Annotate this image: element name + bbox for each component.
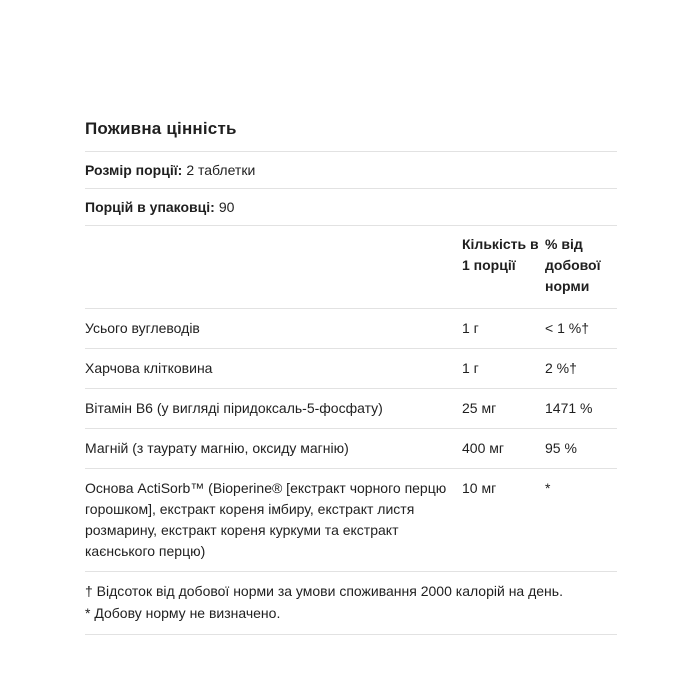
header-spacer bbox=[85, 234, 462, 297]
nutrient-name: Харчова клітковина bbox=[85, 360, 213, 376]
nutrient-dv: * bbox=[545, 480, 551, 496]
panel-title: Поживна цінність bbox=[85, 119, 237, 138]
nutrient-amount: 25 мг bbox=[462, 400, 497, 416]
panel-title-row bbox=[85, 110, 617, 152]
table-row bbox=[85, 429, 617, 469]
nutrient-dv: 95 % bbox=[545, 440, 577, 456]
nutrient-amount: 10 мг bbox=[462, 480, 497, 496]
nutrient-amount: 400 мг bbox=[462, 440, 504, 456]
table-row bbox=[85, 469, 617, 572]
servings-per-container-row bbox=[85, 189, 617, 226]
table-row bbox=[85, 309, 617, 349]
nutrient-name: Магній (з таурату магнію, оксиду магнію) bbox=[85, 440, 349, 456]
nutrition-facts-panel bbox=[85, 110, 617, 635]
nutrient-dv: 2 %† bbox=[545, 360, 577, 376]
footnote-daily-value: † Відсоток від добової норми за умови споживання 2000 калорій на день. bbox=[85, 583, 563, 599]
table-row bbox=[85, 389, 617, 429]
table-header-row bbox=[85, 226, 617, 309]
servings-per-container-value: 90 bbox=[218, 199, 235, 215]
nutrient-amount: 1 г bbox=[462, 360, 479, 376]
nutrient-name: Основа ActiSorb™ (Bioperine® [екстракт чорного перцю горошком], екстракт кореня імбиру, екстракт листя розмарину, екстракт кореня куркуми та екстракт каєнського перцю) bbox=[85, 480, 447, 559]
dv-column-header: % від добової норми bbox=[545, 236, 601, 294]
nutrient-name: Вітамін B6 (у вигляді піридоксаль-5-фосфату) bbox=[85, 400, 383, 416]
servings-per-container-label: Порцій в упаковці: bbox=[85, 199, 215, 215]
nutrient-amount: 1 г bbox=[462, 320, 479, 336]
footnotes bbox=[85, 572, 617, 635]
footnote-dv-not-established: * Добову норму не визначено. bbox=[85, 605, 281, 621]
nutrient-dv: 1471 % bbox=[545, 400, 593, 416]
serving-size-label: Розмір порції: bbox=[85, 162, 183, 178]
nutrient-dv: < 1 %† bbox=[545, 320, 589, 336]
serving-size-row bbox=[85, 152, 617, 189]
nutrient-name: Усього вуглеводів bbox=[85, 320, 200, 336]
serving-size-value: 2 таблетки bbox=[186, 162, 256, 178]
amount-column-header: Кількість в 1 порції bbox=[462, 236, 539, 273]
table-row bbox=[85, 349, 617, 389]
